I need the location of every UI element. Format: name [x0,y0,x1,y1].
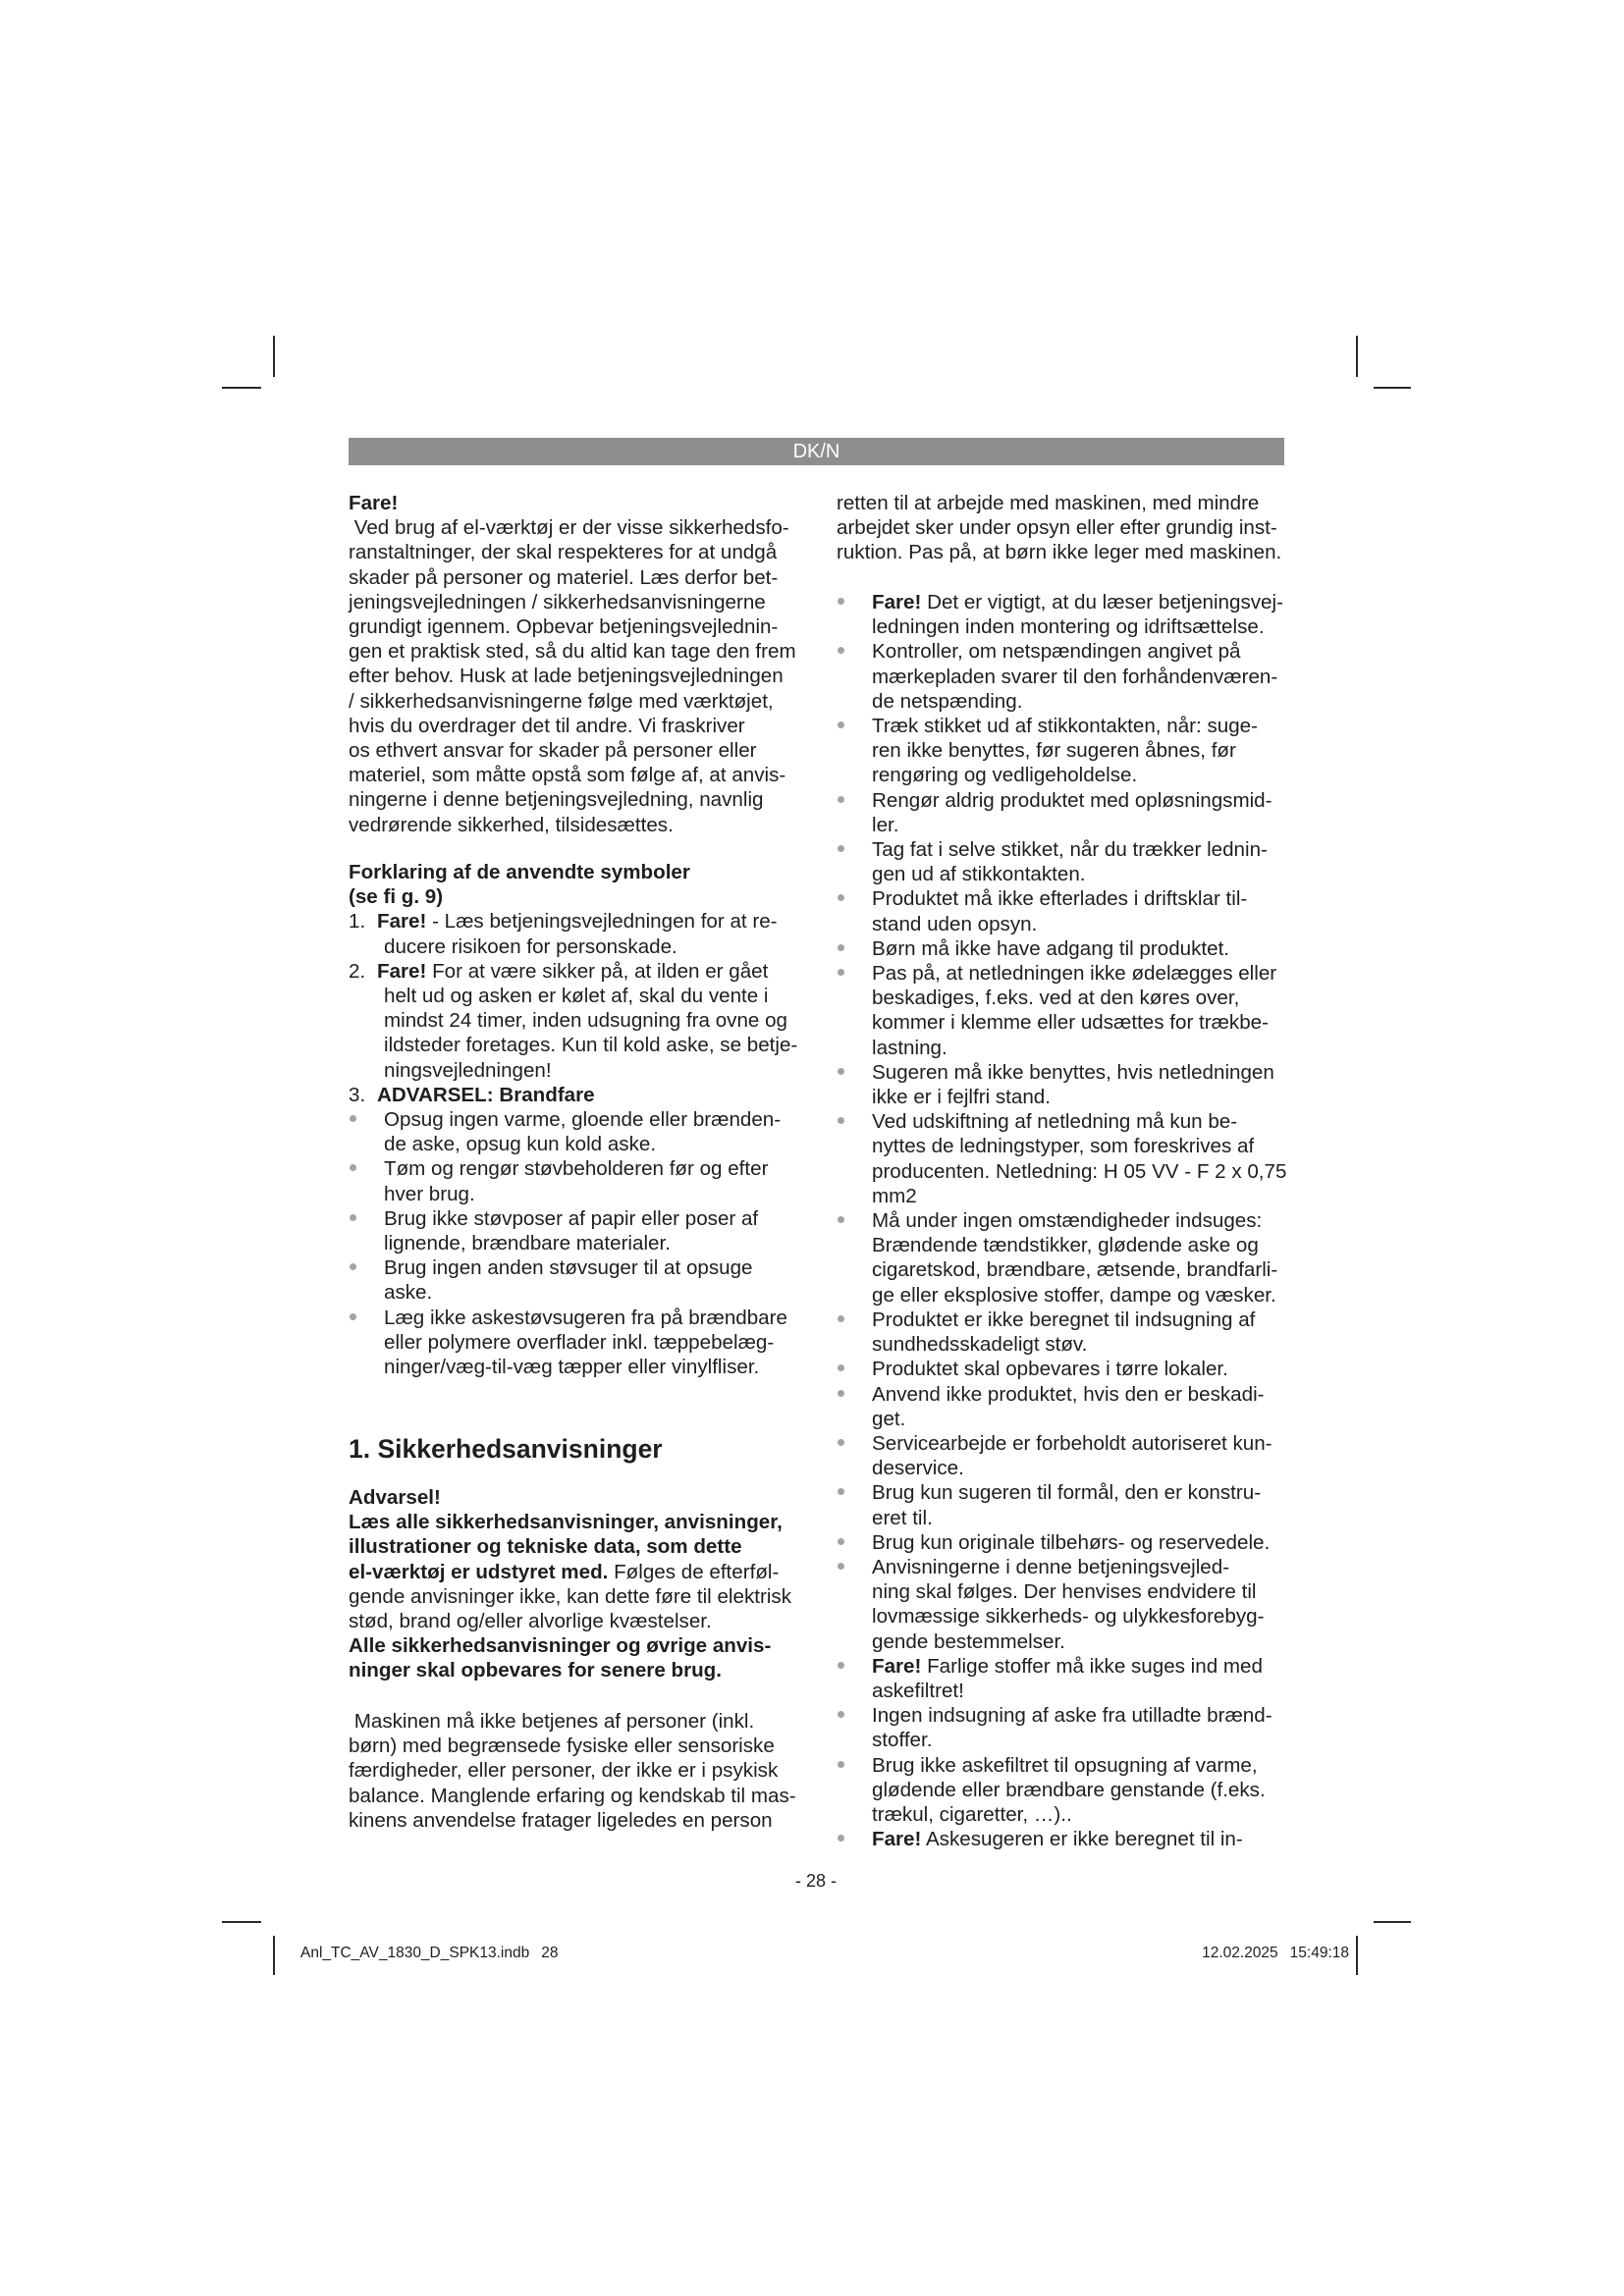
section-title: 1. Sikkerhedsanvisninger [349,1434,663,1464]
fire-warning-bullet [349,1206,810,1255]
crop-mark-top-left-vertical [273,336,275,377]
bullet-icon [838,598,844,605]
bullet-icon [838,1390,844,1397]
fire-warning-bullet [349,1156,810,1205]
bullet-icon [838,796,844,803]
fire-warning-bullet [349,1255,810,1305]
safety-bullet [837,590,1288,639]
operation-paragraph: Maskinen må ikke betjenes af personer (inkl. børn) med begrænsede fysiske eller sensoriske færdigheder, eller personer, der ikke er i psykisk balance. Manglende erfaring og kendskab til mas- kinens anvendelse fratager ligeledes en person [349,1710,796,1832]
warning-section [349,1485,810,1683]
footer-file-info [300,1944,558,1963]
crop-mark-bottom-left-vertical [273,1936,275,1975]
fire-warning-bullet [349,1107,810,1156]
bullet-text: Produktet er ikke beregnet til indsugning af sundhedsskadeligt støv. [872,1308,1256,1357]
symbol-item-label: Fare! [377,910,427,934]
warning-text: Følges de efterføl- gende anvisninger ikke, kan dette føre til elektrisk stød, brand og/eller alvorlige kvæstelser. [349,1560,792,1633]
bullet-text: Produktet skal opbevares i tørre lokaler. [872,1358,1228,1381]
symbol-item-number: 2. [349,959,366,983]
bullet-icon [350,1164,356,1171]
bullet-text: Servicearbejde er forbeholdt autoriseret kun- deservice. [872,1431,1272,1480]
bullet-label: Fare! [872,1654,922,1678]
safety-bullet [837,1308,1288,1357]
footer-file-name: Anl_TC_AV_1830_D_SPK13.indb [300,1945,530,1961]
safety-bullet [837,936,1288,961]
safety-bullet [837,1060,1288,1109]
bullet-text: Brug kun sugeren til formål, den er konstru- eret til. [872,1481,1262,1529]
crop-mark-bottom-right-horizontal [1374,1921,1411,1923]
symbol-item [349,909,810,958]
bullet-icon [838,1315,844,1322]
safety-bullet [837,714,1288,788]
bullet-label: Fare! [872,1828,922,1851]
language-header-bar: DK/N [349,438,1284,465]
bullet-text: Farlige stoffer må ikke suges ind med askefiltret! [872,1654,1263,1702]
safety-bullet [837,1703,1288,1752]
crop-mark-top-right-vertical [1356,336,1358,377]
safety-bullet [837,1357,1288,1381]
bullet-icon [838,1364,844,1371]
symbols-heading: Forklaring af de anvendte symboler (se fi g. 9) [349,861,690,909]
bullet-icon [838,1711,844,1718]
safety-bullet [837,886,1288,935]
page-number: - 28 - [794,1871,837,1891]
footer-file-page: 28 [541,1945,559,1961]
safety-bullet [837,1827,1288,1851]
bullet-icon [838,647,844,654]
bullet-icon [838,1662,844,1669]
safety-bullet [837,1480,1288,1529]
intro-paragraph: Ved brug af el-værktøj er der visse sikkerhedsfo- ranstaltninger, der skal respekteres for at undgå skader på personer og materiel. Læs derfor bet- jeningsvejledningen / sikkerhedsanvisningerne grundigt igennem. Opbevar betjeningsvejlednin- gen et praktisk sted, så du altid kan tage den frem efter behov. Husk at lade betjeningsvejledningen / sikkerhedsanvisningerne følge med værktøjet, hvis du overdrager det til andre. Vi fraskriver os ethvert ansvar for skader på personer eller materiel, som måtte opstå som følge af, at anvis- ningerne i denne betjeningsvejledning, navnlig vedrørende sikkerhed, tilsidesættes. [349,516,796,836]
symbol-item [349,1083,810,1107]
symbols-section [349,860,810,1379]
bullet-icon [838,1563,844,1570]
bullet-icon [838,1068,844,1075]
safety-bullet [837,1431,1288,1480]
bullet-icon [838,1761,844,1768]
bullet-text: Ingen indsugning af aske fra utilladte brænd- stoffer. [872,1704,1272,1752]
warning-heading: Advarsel! [349,1486,441,1509]
safety-bullet [837,1208,1288,1308]
crop-mark-bottom-left-horizontal [222,1921,261,1923]
intro-heading: Fare! [349,492,399,514]
bullet-icon [350,1115,356,1122]
bullet-icon [838,1439,844,1446]
bullet-text: Brug ikke askefiltret til opsugning af varme, glødende eller brændbare genstande (f.eks. trækul, cigaretter, …).. [872,1753,1266,1826]
safety-bullet [837,1382,1288,1431]
symbol-item-label: ADVARSEL: Brandfare [377,1083,595,1106]
bullet-icon [838,944,844,951]
fire-warning-bullet [349,1306,810,1380]
bullet-text: Kontroller, om netspændingen angivet på mærkepladen svarer til den forhåndenværen- de netspænding. [872,640,1278,713]
bullet-text: Træk stikket ud af stikkontakten, når: suge- ren ikke benyttes, før sugeren åbnes, før rengøring og vedligeholdelse. [872,715,1258,787]
bullet-text: Pas på, at netledningen ikke ødelægges eller beskadiges, f.eks. ved at den køres over, kommer i klemme eller udsættes for trækbe- lastning. [872,962,1277,1059]
bullet-icon [838,1538,844,1545]
bullet-text: Læg ikke askestøvsugeren fra på brændbare eller polymere overflader inkl. tæppebelæg- ninger/væg-til-væg tæpper eller vinylfliser. [384,1306,787,1379]
bullet-text: Børn må ikke have adgang til produktet. [872,936,1230,960]
bullet-text: Opsug ingen varme, gloende eller brænden- de aske, opsug kun kold aske. [384,1108,782,1156]
safety-bullet [837,1530,1288,1555]
safety-bullet [837,1753,1288,1828]
bullet-text: Tag fat i selve stikket, når du trækker lednin- gen ud af stikkontakten. [872,838,1268,886]
symbol-item-number: 1. [349,910,366,934]
intro-section [349,491,810,837]
bullet-text: Tøm og rengør støvbeholderen før og efter hver brug. [384,1157,769,1205]
bullet-icon [350,1214,356,1221]
bullet-icon [838,845,844,852]
bullet-icon [350,1263,356,1270]
warning-paragraph [349,1510,810,1633]
bullet-icon [838,721,844,728]
footer-timestamp [1202,1944,1349,1963]
bullet-text: Askesugeren er ikke beregnet til in- [921,1828,1243,1851]
safety-bullet [837,1654,1288,1703]
bullet-text: Ved udskiftning af netledning må kun be- nyttes de ledningstyper, som foreskrives af producenten. Netledning: H 05 VV - F 2 x 0,75 mm2 [872,1110,1287,1207]
symbol-item-text: For at være sikker på, at ilden er gået helt ud og asken er kølet af, skal du vente i mindst 24 timer, inden udsugning fra ovne og ildsteder foretages. Kun til kold aske, se betje- ningsvejledningen! [384,959,798,1082]
bullet-text: Brug kun originale tilbehørs- og reservedele. [872,1530,1271,1554]
warning-bold-intro: Læs alle sikkerhedsanvisninger, anvisninger, illustrationer og tekniske data, som dette el-værktøj er udstyret med. [349,1511,783,1583]
safety-bullet [837,1555,1288,1654]
safety-bullet [837,961,1288,1060]
footer-date: 12.02.2025 [1202,1945,1278,1961]
bullet-icon [838,1216,844,1223]
bullet-icon [350,1313,356,1320]
crop-mark-top-left-horizontal [222,387,261,389]
crop-mark-bottom-right-vertical [1356,1936,1358,1975]
safety-bullet [837,788,1288,837]
bullet-icon [838,1835,844,1842]
bullet-icon [838,1488,844,1495]
safety-bullet [837,837,1288,886]
bullet-icon [838,894,844,901]
safety-bullet [837,639,1288,714]
bullet-icon [838,969,844,976]
bullet-text: Produktet må ikke efterlades i driftsklar til- stand uden opsyn. [872,887,1248,935]
bullet-text: Rengør aldrig produktet med opløsningsmid- ler. [872,788,1272,836]
bullet-text: Brug ikke støvposer af papir eller poser af lignende, brændbare materialer. [384,1206,759,1255]
bullet-label: Fare! [872,591,922,614]
bullet-text: Må under ingen omstændigheder indsuges: Brændende tændstikker, glødende aske og cigaretskod, brændbare, ætsende, brandfarli- ge eller eksplosive stoffer, dampe og væsker. [872,1209,1278,1307]
symbol-item-number: 3. [349,1083,366,1106]
safety-bullet [837,1109,1288,1208]
bullet-text: Anvisningerne i denne betjeningsvejled- ning skal følges. Der henvises endvidere til lovmæssige sikkerheds- og ulykkesforebyg- gende bestemmelser. [872,1555,1265,1653]
bullet-icon [838,1117,844,1124]
crop-mark-top-right-horizontal [1374,387,1411,389]
symbol-item [349,959,810,1083]
symbol-item-text: - Læs betjeningsvejledningen for at re- ducere risikoen for personskade. [384,910,778,958]
continuation-paragraph: retten til at arbejde med maskinen, med mindre arbejdet sker under opsyn eller efter grundig inst- ruktion. Pas på, at børn ikke leger med maskinen. [837,492,1282,564]
safety-bullet-list [837,590,1288,1851]
warning-bold-outro: Alle sikkerhedsanvisninger og øvrige anvis- ninger skal opbevares for senere brug. [349,1634,772,1682]
footer-time: 15:49:18 [1289,1945,1349,1961]
bullet-text: Det er vigtigt, at du læser betjeningsvej- ledningen inden montering og idriftsættelse. [872,591,1283,639]
symbol-item-label: Fare! [377,959,427,983]
bullet-text: Sugeren må ikke benyttes, hvis netledningen ikke er i fejlfri stand. [872,1060,1274,1109]
bullet-text: Anvend ikke produktet, hvis den er beskadi- get. [872,1382,1265,1430]
bullet-text: Brug ingen anden støvsuger til at opsuge aske. [384,1256,753,1305]
